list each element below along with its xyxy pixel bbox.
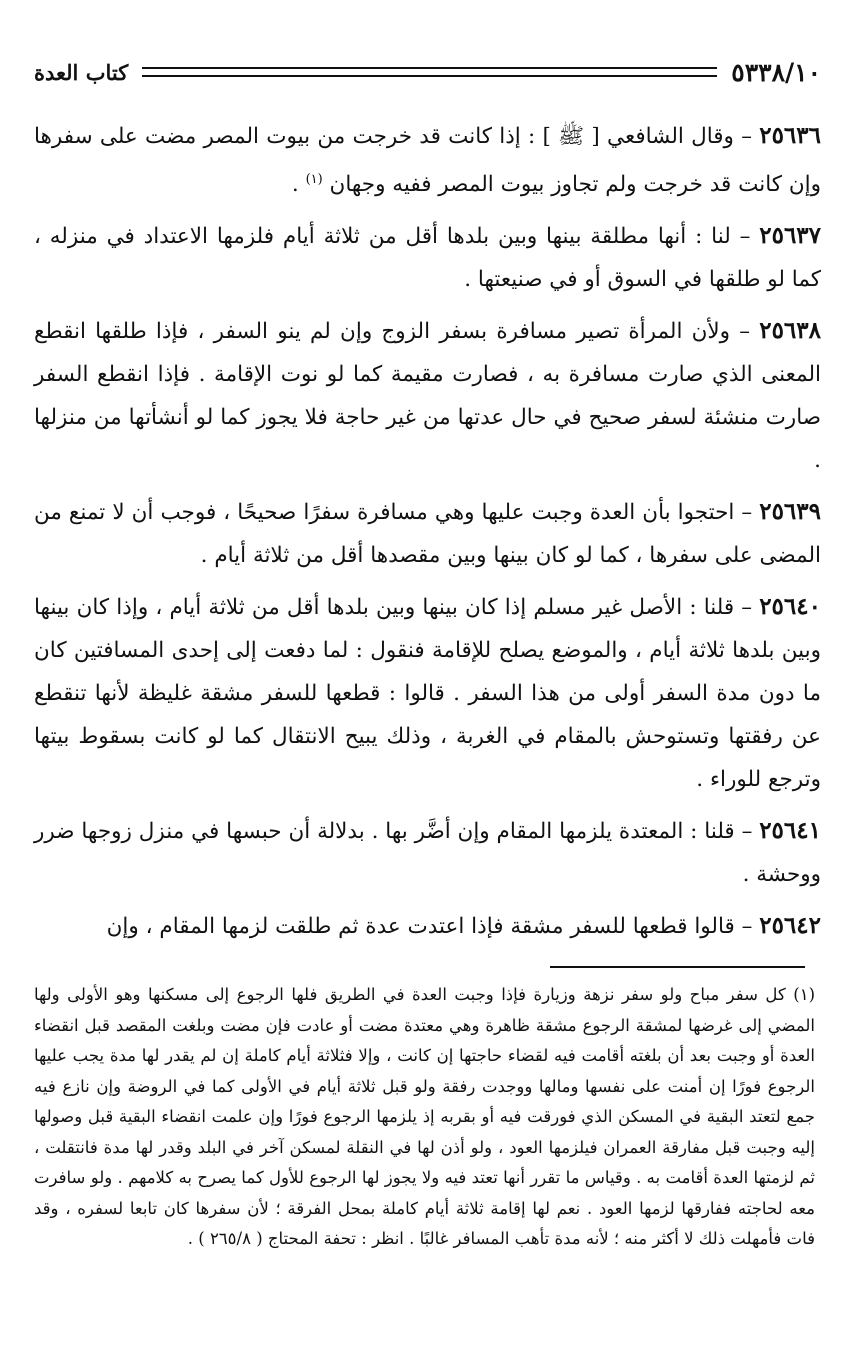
paragraph-number: ٢٥٦٣٦ xyxy=(759,122,821,149)
page-header xyxy=(34,52,821,92)
paragraph-number: ٢٥٦٤٢ xyxy=(759,912,821,940)
paragraph-text: – قلنا : المعتدة يلزمها المقام وإن أضَّر بها . بدلالة أن حبسها في منزل زوجها ضرر ووحشة . xyxy=(34,819,821,888)
paragraph-number: ٢٥٦٤٠ xyxy=(759,593,821,621)
footnote-reference[interactable]: (١) xyxy=(305,172,323,187)
paragraph-25641 xyxy=(34,809,821,896)
paragraph-text: – وقال الشافعي [ ﷺ ] : إذا كانت قد خرجت من بيوت المصر مضت على سفرها وإن كانت قد خرجت ولم تجاوز بيوت المصر ففيه وجهان xyxy=(34,124,821,198)
paragraph-tail: . xyxy=(291,172,299,198)
paragraph-text: – ولأن المرأة تصير مسافرة بسفر الزوج وإن لم ينو السفر ، فإذا طلقها انقطع المعنى الذي صارت مسافرة به ، فصارت مقيمة كما لو نوت الإقامة . فإذا انقطع السفر صارت منشئة لسفر صحيح في حال عدتها من غير حاجة فلا يجوز كما لو أنشأتها من منزلها . xyxy=(34,319,821,474)
paragraph-text: – لنا : أنها مطلقة بينها وبين بلدها أقل من ثلاثة أيام فلزمها الاعتداد في منزله ، كما لو طلقها في السوق أو في صنيعتها . xyxy=(34,224,821,293)
main-text xyxy=(34,114,821,948)
paragraph-number: ٢٥٦٣٨ xyxy=(759,317,821,345)
book-title: كتاب العدة xyxy=(34,59,129,85)
page-number: ٥٣٣٨/١٠ xyxy=(731,57,821,87)
paragraph-25639 xyxy=(34,490,821,577)
paragraph-25642 xyxy=(34,904,821,948)
paragraph-text: – قالوا قطعها للسفر مشقة فإذا اعتدت عدة ثم طلقت لزمها المقام ، وإن xyxy=(106,914,753,940)
footnote: (١) كل سفر مباح ولو سفر نزهة وزيارة فإذا وجبت العدة في الطريق فلها الرجوع إلى مسكنها وهو الأولى ولها المضي إلى غرضها لمشقة الرجوع مشقة ظاهرة وهي معتدة مضت أو عادت فإن مضت وبلغت المقصد قبل انقضاء العدة أو وجبت بعد أن بلغته أقامت فيه لقضاء حاجتها إن كانت ، وإلا فثلاثة أيام كاملة إن لم يقدر لها مدة يجب عليها الرجوع فورًا إن أمنت على نفسها ومالها ووجدت رفقة ولو قبل ثلاثة أيام في الأولى كما في الروضة وإن نازع فيه جمع لتعتد البقية في المسكن الذي فورقت فيه أو بقربه إذ يلزمها الرجوع فورًا وإن علمت انقضاء البقية قبل وصولها إليه وجبت قبل مفارقة العمران فيلزمها العود ، ولو أذن لها في النقلة لمسكن آخر في البلد وقدر لها مدة فانتقلت ، ثم لزمتها العدة أقامت به . وقياس ما تقرر أنها تعتد فيه ولا يجوز لها الرجوع للأول كما يصرح به كلامهم . ولو سافرت معه لحاجته ففارقها لزمها العود . نعم لها إقامة ثلاثة أيام كاملة بمحل الفرقة ؛ لأن سفرها كان تابعا لسفره ، وقد فات فأمهلت ذلك لا أكثر منه ؛ لأنه مدة تأهب المسافر غالبًا . انظر : تحفة المحتاج ( ٢٦٥/٨ ) . xyxy=(34,985,815,1249)
paragraph-text: – قلنا : الأصل غير مسلم إذا كان بينها وبين بلدها أقل من ثلاثة أيام ، وإذا كان بينها وبين بلدها ثلاثة أيام ، والموضع يصلح للإقامة فنقول : لما دفعت إلى إحدى المسافتين كان ما دون مدة السفر أولى من هذا السفر . قالوا : قطعها للسفر مشقة غليظة لأنها تنقطع عن رفقتها وتستوحش بالمقام في الغربة ، وذلك يبيح الانتقال كما لو كانت بسقوط بيتها وترجع للوراء . xyxy=(34,595,821,793)
footnote-divider xyxy=(550,966,805,968)
paragraph-25637 xyxy=(34,214,821,301)
header-rule xyxy=(142,67,717,77)
paragraph-number: ٢٥٦٣٧ xyxy=(759,222,822,250)
paragraph-25638 xyxy=(34,309,821,482)
paragraph-number: ٢٥٦٣٩ xyxy=(759,498,821,526)
paragraph-text: – احتجوا بأن العدة وجبت عليها وهي مسافرة سفرًا صحيحًا ، فوجب أن لا تمنع من المضى على سفرها ، كما لو كان بينها وبين مقصدها أقل من ثلاثة أيام . xyxy=(34,500,821,569)
paragraph-25640 xyxy=(34,585,821,801)
paragraph-number: ٢٥٦٤١ xyxy=(759,817,821,845)
paragraph-25636 xyxy=(34,114,821,206)
